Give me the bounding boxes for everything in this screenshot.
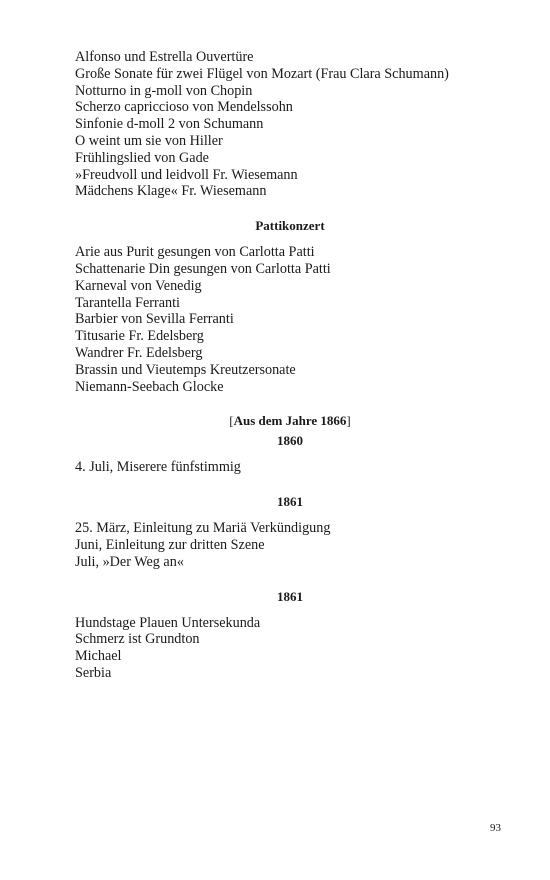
year-1860-heading: 1860 xyxy=(277,433,303,449)
list-item: Schattenarie Din gesungen von Carlotta Patti xyxy=(75,260,331,277)
list-item: Tarantella Ferranti xyxy=(75,294,180,311)
year-1861-second-list xyxy=(75,615,505,682)
year-1860-list xyxy=(75,459,505,476)
bracket-open: [ xyxy=(229,413,234,429)
year-section-heading xyxy=(75,413,505,429)
list-item: Frühlingslied von Gade xyxy=(75,149,209,166)
list-item: Notturno in g-moll von Chopin xyxy=(75,82,253,99)
list-item: Mädchens Klage« Fr. Wiesemann xyxy=(75,183,267,200)
page-number: 93 xyxy=(490,822,501,834)
list-item: Juni, Einleitung zur dritten Szene xyxy=(75,536,265,553)
year-1861-list xyxy=(75,520,505,570)
list-item: Niemann-Seebach Glocke xyxy=(75,378,224,395)
list-item: Scherzo capriccioso von Mendelssohn xyxy=(75,99,293,116)
list-item: 4. Juli, Miserere fünfstimmig xyxy=(75,459,241,476)
list-item: Schmerz ist Grundton xyxy=(75,631,200,648)
list-item: Große Sonate für zwei Flügel von Mozart (Frau Clara Schumann) xyxy=(75,65,449,82)
patti-heading: Pattikonzert xyxy=(255,218,325,234)
year-1861-heading: 1861 xyxy=(277,494,303,510)
list-item: Hundstage Plauen Untersekunda xyxy=(75,614,261,631)
list-item: Michael xyxy=(75,648,122,665)
list-item: Brassin und Vieutemps Kreutzersonate xyxy=(75,361,296,378)
list-item: Juli, »Der Weg an« xyxy=(75,553,184,570)
year-1861-second-heading: 1861 xyxy=(277,588,303,604)
year-section-title: Aus dem Jahre 1866 xyxy=(233,413,347,429)
list-item: Alfonso und Estrella Ouvertüre xyxy=(75,49,254,65)
list-item: Karneval von Venedig xyxy=(75,277,202,294)
program-list xyxy=(75,49,505,200)
list-item: Barbier von Sevilla Ferranti xyxy=(75,311,234,328)
list-item: Serbia xyxy=(75,664,112,681)
list-item: 25. März, Einleitung zu Mariä Verkündigung xyxy=(75,520,331,537)
list-item: Sinfonie d-moll 2 von Schumann xyxy=(75,116,264,133)
list-item: »Freudvoll und leidvoll Fr. Wiesemann xyxy=(75,166,298,183)
patti-list xyxy=(75,244,505,395)
page-body xyxy=(75,49,505,682)
list-item: Wandrer Fr. Edelsberg xyxy=(75,344,203,361)
list-item: Arie aus Purit gesungen von Carlotta Patti xyxy=(75,244,315,261)
list-item: O weint um sie von Hiller xyxy=(75,132,223,149)
list-item: Titusarie Fr. Edelsberg xyxy=(75,328,204,345)
bracket-close: ] xyxy=(346,413,351,429)
